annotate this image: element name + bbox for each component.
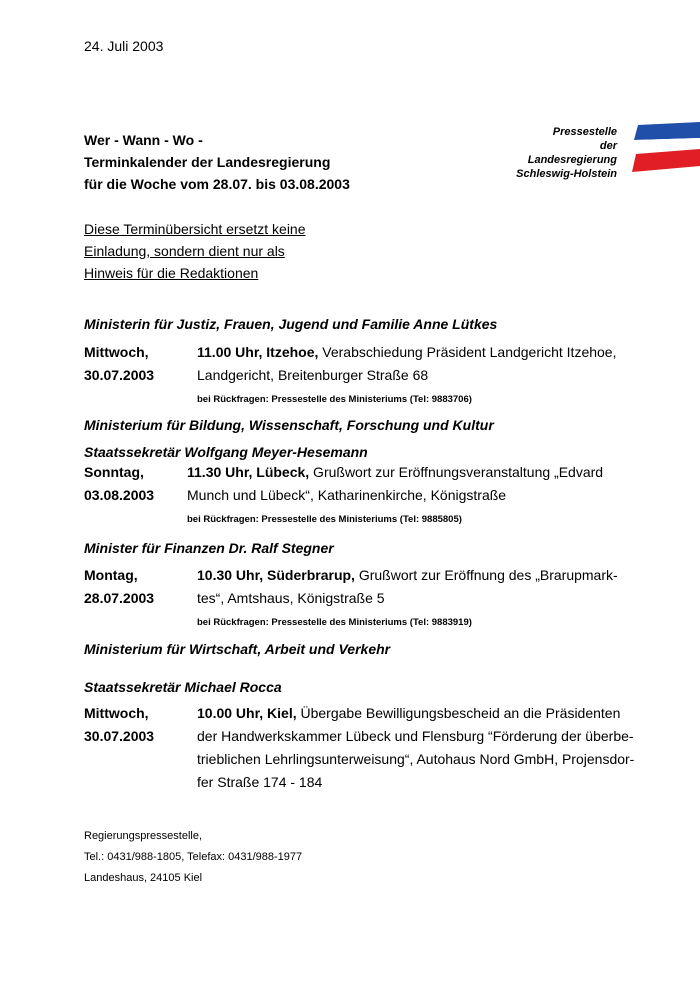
event-date: 03.08.2003 xyxy=(84,487,155,503)
state-flag-logo-icon xyxy=(632,122,700,172)
event-description: Grußwort zur Eröffnung des „Brarupmark- xyxy=(354,567,618,583)
notice-line: Hinweis für die Redaktionen xyxy=(84,265,259,281)
event-date: 30.07.2003 xyxy=(84,728,155,744)
press-office-footer xyxy=(84,826,302,889)
event-weekday: Mittwoch, xyxy=(84,344,149,360)
section-subheading: Staatssekretär Michael Rocca xyxy=(84,679,282,695)
event-time-place: 10.30 Uhr, Süderbrarup, xyxy=(197,567,355,583)
event-day xyxy=(84,461,154,507)
section-subheading: Staatssekretär Wolfgang Meyer-Hesemann xyxy=(84,444,368,460)
logo-line: Pressestelle xyxy=(552,126,617,138)
event-description-line: der Handwerkskammer Lübeck und Flensburg “Förderung der überbe- xyxy=(197,728,634,744)
contact-reference: bei Rückfragen: Pressestelle des Ministeriums (Tel: 9885805) xyxy=(187,514,462,525)
footer-line: Tel.: 0431/988-1805, Telefax: 0431/988-1977 xyxy=(84,851,303,863)
event-time-place: 11.00 Uhr, Itzehoe, xyxy=(197,344,319,360)
event-day xyxy=(84,341,154,387)
footer-line: Regierungspressestelle, xyxy=(84,830,203,842)
flag-red-stripe xyxy=(632,149,700,172)
footer-line: Landeshaus, 24105 Kiel xyxy=(84,872,203,884)
event-date: 28.07.2003 xyxy=(84,590,155,606)
event-description: Verabschiedung Präsident Landgericht Itzehoe, xyxy=(318,344,617,360)
event-entry xyxy=(197,564,637,634)
section-heading: Ministerium für Bildung, Wissenschaft, Forschung und Kultur xyxy=(84,417,494,433)
logo-line: der xyxy=(599,140,617,152)
event-weekday: Montag, xyxy=(84,567,138,583)
event-date: 30.07.2003 xyxy=(84,367,155,383)
title-line: für die Woche vom 28.07. bis 03.08.2003 xyxy=(84,176,350,192)
event-entry xyxy=(187,461,637,531)
contact-reference: bei Rückfragen: Pressestelle des Ministeriums (Tel: 9883919) xyxy=(197,617,472,628)
event-description-line: Landgericht, Breitenburger Straße 68 xyxy=(197,367,429,383)
title-line: Terminkalender der Landesregierung xyxy=(84,154,331,170)
event-time-place: 11.30 Uhr, Lübeck, xyxy=(187,464,310,480)
section-heading: Ministerin für Justiz, Frauen, Jugend und Familie Anne Lütkes xyxy=(84,316,498,332)
event-day xyxy=(84,564,154,610)
press-office-logo-text xyxy=(516,125,617,181)
flag-blue-stripe xyxy=(634,122,700,140)
event-weekday: Mittwoch, xyxy=(84,705,149,721)
event-description-line: tes“, Amtshaus, Königstraße 5 xyxy=(197,590,385,606)
notice-line: Diese Terminübersicht ersetzt keine xyxy=(84,221,306,237)
event-entry xyxy=(197,341,637,411)
event-description-line: Munch und Lübeck“, Katharinenkirche, Königstraße xyxy=(187,487,507,503)
event-weekday: Sonntag, xyxy=(84,464,144,480)
contact-reference: bei Rückfragen: Pressestelle des Ministeriums (Tel: 9883706) xyxy=(197,394,472,405)
event-description: Übergabe Bewilligungsbescheid an die Präsidenten xyxy=(296,705,621,721)
event-time-place: 10.00 Uhr, Kiel, xyxy=(197,705,297,721)
document-date: 24. Juli 2003 xyxy=(84,38,164,54)
title-line: Wer - Wann - Wo - xyxy=(84,132,203,148)
disclaimer-notice xyxy=(84,218,306,284)
event-description-line: trieblichen Lehrlingsunterweisung“, Autohaus Nord GmbH, Projensdor- xyxy=(197,751,635,767)
logo-line: Schleswig-Holstein xyxy=(516,168,617,180)
event-description-line: fer Straße 174 - 184 xyxy=(197,774,323,790)
section-heading: Ministerium für Wirtschaft, Arbeit und Verkehr xyxy=(84,641,391,657)
event-day xyxy=(84,702,154,748)
calendar-title xyxy=(84,129,350,195)
logo-line: Landesregierung xyxy=(527,154,617,166)
notice-line: Einladung, sondern dient nur als xyxy=(84,243,285,259)
event-entry xyxy=(197,702,637,794)
event-description: Grußwort zur Eröffnungsveranstaltung „Edvard xyxy=(309,464,604,480)
section-heading: Minister für Finanzen Dr. Ralf Stegner xyxy=(84,540,334,556)
